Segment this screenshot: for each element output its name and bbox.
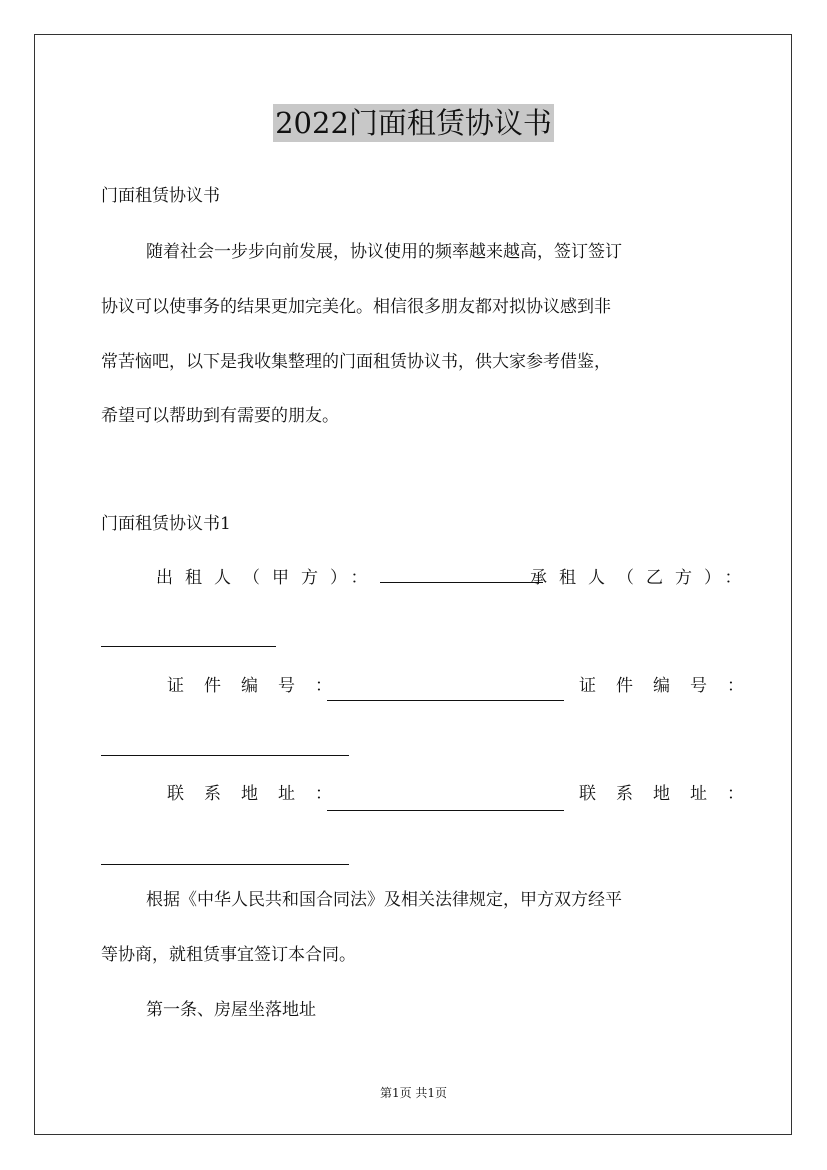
page-footer: 第1页 共1页	[379, 1086, 448, 1100]
id-a-blank[interactable]	[327, 700, 564, 701]
party-b-row	[530, 563, 754, 588]
address-b-blank[interactable]	[101, 864, 349, 865]
title-text: 2022门面租赁协议书	[275, 106, 552, 140]
address-a-blank[interactable]	[327, 810, 564, 811]
intro-line-4: 希望可以帮助到有需要的朋友。	[101, 406, 339, 426]
basis-line-1: 根据《中华人民共和国合同法》及相关法律规定，甲方双方经平	[146, 890, 622, 910]
intro-line-2: 协议可以使事务的结果更加完美化。相信很多朋友都对拟协议感到非	[101, 297, 611, 317]
id-b-blank[interactable]	[101, 755, 349, 756]
id-a-blank-row	[327, 686, 564, 706]
id-b-label: 证件编号：	[579, 676, 764, 696]
id-b-row	[579, 671, 764, 696]
address-b-label: 联系地址：	[579, 784, 764, 804]
article-1: 第一条、房屋坐落地址	[146, 1000, 316, 1020]
address-a-row	[167, 779, 352, 804]
address-b-row	[579, 779, 764, 804]
party-a-row	[156, 563, 543, 588]
heading: 门面租赁协议书	[101, 186, 220, 206]
address-a-blank-row	[327, 796, 564, 816]
party-b-label: 承租人（乙方）：	[530, 568, 754, 588]
address-b-blank-row	[101, 850, 349, 870]
id-a-label: 证件编号：	[167, 676, 352, 696]
address-a-label: 联系地址：	[167, 784, 352, 804]
id-a-row	[167, 671, 352, 696]
party-a-blank[interactable]	[380, 582, 543, 583]
party-a-label: 出租人（甲方）：	[156, 568, 380, 588]
party-b-blank[interactable]	[101, 646, 276, 647]
intro-line-3: 常苦恼吧，以下是我收集整理的门面租赁协议书，供大家参考借鉴，	[101, 352, 611, 372]
document-title	[0, 101, 827, 142]
id-b-blank-row	[101, 741, 349, 761]
section-title: 门面租赁协议书1	[101, 514, 231, 534]
intro-line-1: 随着社会一步步向前发展，协议使用的频率越来越高，签订签订	[146, 242, 622, 262]
party-b-blank-row	[101, 632, 276, 652]
basis-line-2: 等协商，就租赁事宜签订本合同。	[101, 945, 356, 965]
